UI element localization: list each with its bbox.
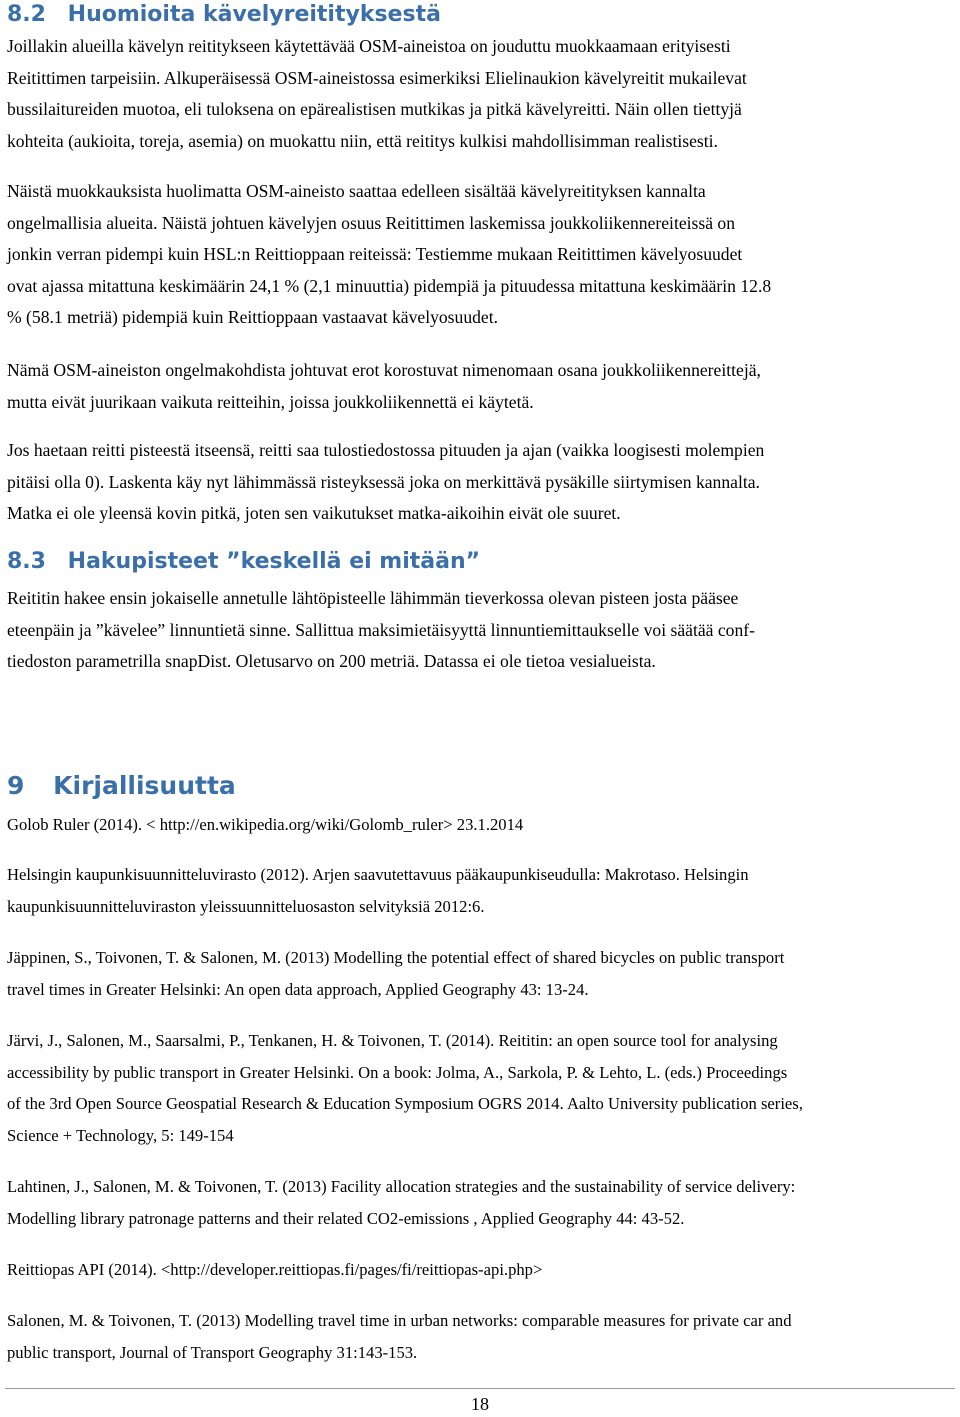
text-line: mutta eivät juurikaan vaikuta reitteihin, joissa joukkoliikennettä ei käytetä. [7, 391, 534, 412]
text-line: ongelmallisia alueita. Näistä johtuen kävelyjen osuus Reitittimen laskemissa joukkoliikennereiteissä on [7, 212, 736, 233]
reference-entry [7, 1025, 952, 1151]
page-number: 18 [471, 1394, 489, 1414]
reference-entry [7, 809, 952, 841]
text-line: tiedoston parametrilla snapDist. Oletusarvo on 200 metriä. Datassa ei ole tietoa vesialueista. [7, 651, 656, 672]
text-line: kohteita (aukioita, toreja, asemia) on muokattu niin, että reititys kulkisi mahdollisimman realistisesti. [7, 130, 718, 151]
section-number: 8.2 [7, 2, 46, 27]
paragraph [7, 176, 947, 334]
reference-entry [7, 1305, 952, 1368]
footer-divider [5, 1388, 955, 1389]
text-line: Näistä muokkauksista huolimatta OSM-aineisto saattaa edelleen sisältää kävelyreitityksen kannalta [7, 181, 706, 201]
paragraph [7, 583, 947, 678]
text-line: Golob Ruler (2014). < http://en.wikipedia.org/wiki/Golomb_ruler> 23.1.2014 [7, 815, 524, 834]
paragraph [7, 355, 947, 418]
text-line: bussilaitureiden muotoa, eli tuloksena on epärealistisen mutkikas ja pitkä kävelyreitti. Näin ollen tiettyjä [7, 99, 742, 120]
text-line: accessibility by public transport in Greater Helsinki. On a book: Jolma, A., Sarkola, P. & Lehto, L. (eds.) Proceedings [7, 1062, 788, 1082]
text-line: Reitittimen tarpeisiin. Alkuperäisessä OSM-aineistossa esimerkiksi Elielinaukion kävelyreitit mukailevat [7, 67, 747, 88]
text-line: Nämä OSM-aineiston ongelmakohdista johtuvat erot korostuvat nimenomaan osana joukkoliikennereittejä, [7, 360, 761, 380]
text-line: jonkin verran pidempi kuin HSL:n Reittioppaan reiteissä: Testiemme mukaan Reitittimen kävelyosuudet [7, 244, 743, 265]
text-line: % (58.1 metriä) pidempiä kuin Reittioppaan vastaavat kävelyosuudet. [7, 307, 499, 328]
text-line: Science + Technology, 5: 149-154 [7, 1125, 234, 1145]
text-line: Matka ei ole yleensä kovin pitkä, joten sen vaikutukset matka-aikoihin eivät ole suuret. [7, 503, 621, 524]
text-line: Salonen, M. & Toivonen, T. (2013) Modelling travel time in urban networks: comparable measures for private car and [7, 1311, 792, 1330]
text-line: public transport, Journal of Transport Geography 31:143-153. [7, 1342, 418, 1362]
section-number: 8.3 [7, 549, 46, 574]
reference-entry [7, 1254, 952, 1286]
section-title: Huomioita kävelyreitityksestä [67, 2, 441, 27]
text-line: Järvi, J., Salonen, M., Saarsalmi, P., Tenkanen, H. & Toivonen, T. (2014). Reititin: an open source tool for analysing [7, 1031, 778, 1050]
text-line: Reittiopas API (2014). <http://developer.reittiopas.fi/pages/fi/reittiopas-api.php> [7, 1260, 543, 1279]
section-title: Hakupisteet ”keskellä ei mitään” [67, 549, 481, 574]
text-line: Jäppinen, S., Toivonen, T. & Salonen, M. (2013) Modelling the potential effect of shared bicycles on public transport [7, 948, 785, 967]
section-title: Kirjallisuutta [53, 771, 236, 800]
text-line: Jos haetaan reitti pisteestä itseensä, reitti saa tulostiedostossa pituuden ja ajan (vaikka loogisesti molempien [7, 440, 765, 460]
text-line: pitäisi olla 0). Laskenta käy nyt lähimmässä risteyksessä joka on merkittävä pysäkille siirtymisen kannalta. [7, 471, 760, 492]
section-9-heading [7, 771, 236, 800]
section-8-2-heading [7, 2, 441, 27]
text-line: travel times in Greater Helsinki: An open data approach, Applied Geography 43: 13-24. [7, 979, 589, 999]
text-line: eteenpäin ja ”kävelee” linnuntietä sinne. Sallittua maksimietäisyyttä linnuntiemittaukselle voi säätää conf- [7, 619, 755, 640]
paragraph [7, 435, 947, 530]
text-line: Joillakin alueilla kävelyn reititykseen käytettävää OSM-aineistoa on jouduttu muokkaamaan erityisesti [7, 36, 731, 56]
text-line: of the 3rd Open Source Geospatial Research & Education Symposium OGRS 2014. Aalto University publication series, [7, 1094, 803, 1114]
text-line: Helsingin kaupunkisuunnitteluvirasto (2012). Arjen saavutettavuus pääkaupunkiseudulla: Makrotaso. Helsingin [7, 865, 749, 884]
text-line: ovat ajassa mitattuna keskimäärin 24,1 % (2,1 minuuttia) pidempiä ja pituudessa mitattuna keskimäärin 12.8 [7, 275, 772, 296]
reference-entry [7, 942, 952, 1005]
reference-entry [7, 1171, 952, 1234]
paragraph [7, 31, 947, 157]
text-line: Lahtinen, J., Salonen, M. & Toivonen, T. (2013) Facility allocation strategies and the sustainability of service delivery: [7, 1177, 796, 1196]
text-line: Modelling library patronage patterns and their related CO2-emissions , Applied Geography 44: 43-52. [7, 1208, 685, 1228]
reference-entry [7, 859, 952, 922]
text-line: kaupunkisuunnitteluviraston yleissuunnitteluosaston selvityksiä 2012:6. [7, 896, 485, 916]
section-number: 9 [7, 771, 25, 800]
text-line: Reititin hakee ensin jokaiselle annetulle lähtöpisteelle lähimmän tieverkossa olevan pisteen josta pääsee [7, 588, 739, 608]
section-8-3-heading [7, 549, 480, 574]
